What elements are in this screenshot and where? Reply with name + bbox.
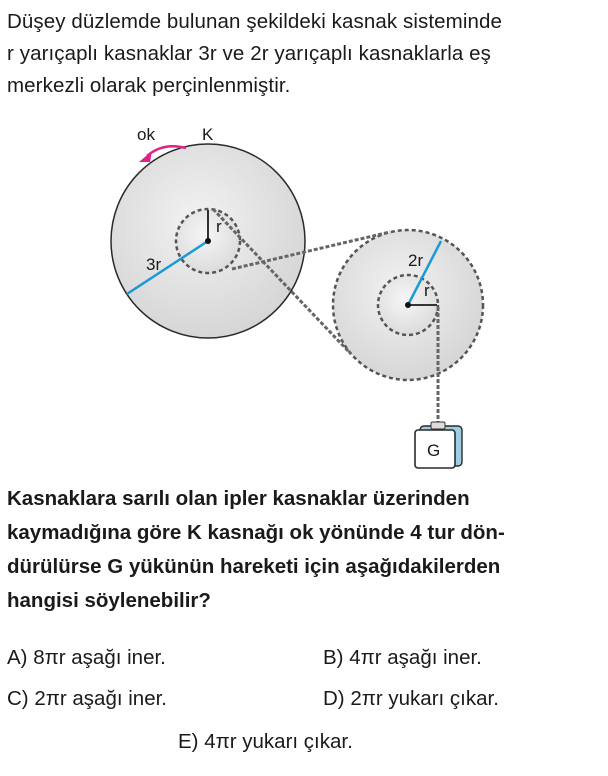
k-small-radius-label: r	[216, 217, 222, 236]
question-line: kaymadığına göre K kasnağı ok yönünde 4 tur dön-	[7, 521, 505, 544]
k-center-dot	[205, 238, 211, 244]
right-small-radius-label: r	[424, 281, 430, 300]
intro-line: r yarıçaplı kasnaklar 3r ve 2r yarıçaplı kasnaklarla eş	[7, 42, 492, 65]
question-line: Kasnaklara sarılı olan ipler kasnaklar üzerinden	[7, 487, 470, 510]
option-e[interactable]: E) 4πr yukarı çıkar.	[178, 730, 353, 753]
right-center-dot	[405, 302, 411, 308]
option-a[interactable]: A) 8πr aşağı iner.	[7, 646, 166, 669]
load-label: G	[427, 441, 441, 460]
question-line: hangisi söylenebilir?	[7, 589, 211, 612]
option-d[interactable]: D) 2πr yukarı çıkar.	[323, 687, 499, 710]
pulley-k-label: K	[202, 125, 214, 144]
option-c[interactable]: C) 2πr aşağı iner.	[7, 687, 167, 710]
intro-line: Düşey düzlemde bulunan şekildeki kasnak sisteminde	[7, 10, 502, 33]
k-large-radius-label: 3r	[146, 255, 162, 274]
question-text	[7, 482, 595, 618]
question-line: dürülürse G yükünün hareketi için aşağıdakilerden	[7, 555, 501, 578]
intro-line: merkezli olarak perçinlenmiştir.	[7, 74, 291, 97]
option-b[interactable]: B) 4πr aşağı iner.	[323, 646, 482, 669]
arrow-label: ok	[137, 125, 155, 144]
right-large-radius-label: 2r	[408, 251, 424, 270]
